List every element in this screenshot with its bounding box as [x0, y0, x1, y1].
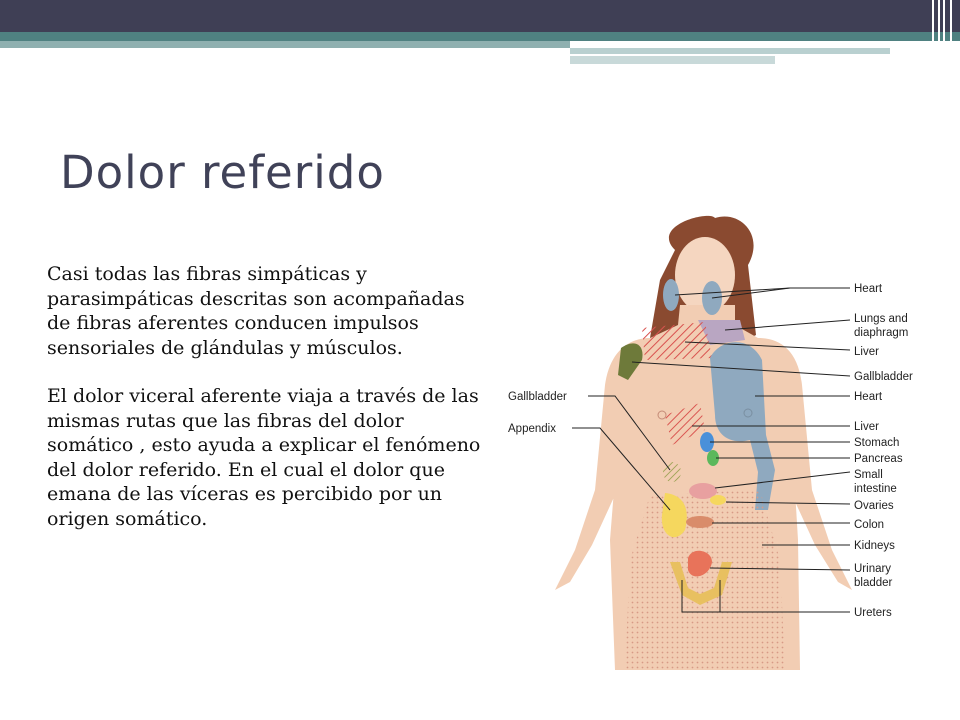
label-stomach: Stomach [854, 437, 900, 449]
label-liver-top: Liver [854, 346, 879, 358]
label-small-2: intestine [854, 483, 897, 495]
label-small-1: Small [854, 469, 883, 481]
label-pancreas: Pancreas [854, 453, 903, 465]
label-lungs-1: Lungs and [854, 313, 908, 325]
ovaries-area [710, 495, 726, 505]
top-banner [0, 0, 960, 32]
label-appendix: Appendix [508, 423, 556, 435]
accent-stripe-light [0, 41, 570, 48]
label-ovaries: Ovaries [854, 500, 894, 512]
paragraph-2: El dolor viceral aferente viaja a través de las mismas rutas que las fibras del dolor somático , esto ayuda a explicar el fenómeno del dolor referido. En el cual el dolor que emana de las víceras es percibido por un origen somático. [47, 385, 481, 530]
accent-stripe-faint [570, 56, 775, 64]
corner-lines [928, 0, 960, 64]
colon-area [686, 516, 714, 528]
label-colon: Colon [854, 519, 885, 531]
referred-pain-diagram [500, 210, 960, 680]
label-ureters: Ureters [854, 607, 892, 619]
slide-title: Dolor referido [60, 146, 385, 199]
label-lungs-2: diaphragm [854, 327, 909, 339]
accent-stripe [0, 32, 960, 41]
label-heart-arm: Heart [854, 391, 883, 403]
paragraph-1: Casi todas las fibras simpáticas y parasimpáticas descritas son acompañadas de fibras aferentes conducen impulsos sensoriales de glándulas y músculos. [47, 263, 465, 359]
accent-stripe-lighter [570, 48, 890, 54]
label-gallbladder-left: Gallbladder [508, 391, 567, 403]
liver-top-area [642, 322, 712, 360]
body-text [47, 262, 487, 555]
label-heart-neck: Heart [854, 283, 883, 295]
label-liver: Liver [854, 421, 879, 433]
label-gallbladder: Gallbladder [854, 371, 913, 383]
label-kidneys: Kidneys [854, 540, 895, 552]
label-urinary-1: Urinary [854, 563, 892, 575]
label-urinary-2: bladder [854, 577, 893, 589]
